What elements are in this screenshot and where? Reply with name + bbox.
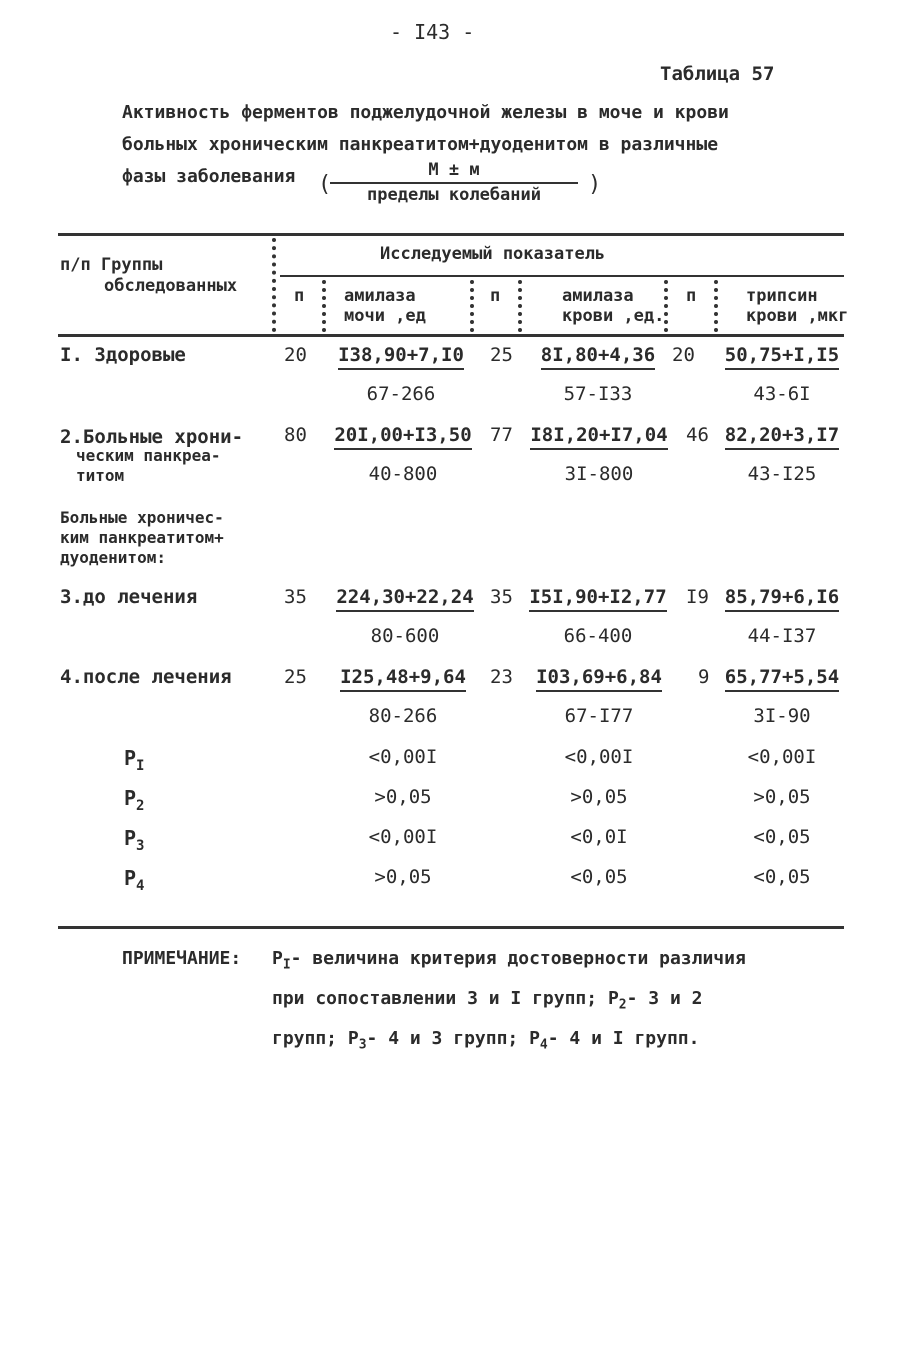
row-value-2: I5I,90+I2,77 bbox=[529, 586, 666, 612]
table-top-rule bbox=[58, 233, 844, 236]
row-range-1: 40-800 bbox=[368, 463, 438, 485]
header-n1: п bbox=[294, 286, 305, 306]
row-value-1: I25,48+9,64 bbox=[340, 666, 466, 692]
row-n2: 35 bbox=[490, 586, 513, 608]
row-n3: 20 bbox=[672, 344, 695, 366]
table-bottom-rule bbox=[58, 926, 844, 929]
row-n2: 23 bbox=[490, 666, 513, 688]
header-separator bbox=[664, 280, 668, 332]
row-label: 4.после лечения bbox=[60, 666, 232, 688]
p-value-3: <0,00I bbox=[747, 746, 817, 768]
p-value-3: >0,05 bbox=[753, 786, 811, 808]
row-range-2: 67-I77 bbox=[564, 705, 634, 727]
row-n2: 25 bbox=[490, 344, 513, 366]
note-line-3: групп; $Р_3-$ 4 и 3 групп; $Р_4-$ 4 и I групп. bbox=[272, 1028, 700, 1053]
row-n3: 46 bbox=[686, 424, 709, 446]
row-range-2: 3I-800 bbox=[564, 463, 634, 485]
p-value-2: <0,00I bbox=[564, 746, 634, 768]
row-value-1: 20I,00+I3,50 bbox=[334, 424, 471, 450]
header-n2: п bbox=[490, 286, 501, 306]
p-value-1: >0,05 bbox=[374, 786, 432, 808]
header-separator bbox=[272, 238, 276, 332]
header-group-col: п/п Группы bbox=[60, 255, 163, 275]
row-label: 2.Больные хрони- bbox=[60, 426, 244, 448]
row-value-3: 50,75+I,I5 bbox=[725, 344, 839, 370]
subgroup-label-line3: дуоденитом: bbox=[60, 548, 166, 567]
header-separator bbox=[518, 280, 522, 332]
row-value-3: 65,77+5,54 bbox=[725, 666, 839, 692]
row-label-line2: ческим панкреа- bbox=[76, 446, 221, 465]
row-n1: 35 bbox=[284, 586, 307, 608]
note-title: ПРИМЕЧАНИЕ: bbox=[122, 948, 242, 969]
page-number: - I43 - bbox=[390, 20, 475, 44]
fraction-numerator: М ± м bbox=[428, 160, 480, 180]
paren-close: ) bbox=[588, 172, 602, 197]
header-separator bbox=[470, 280, 474, 332]
caption-fraction bbox=[330, 160, 578, 205]
p-label: $Р_I$ bbox=[124, 746, 145, 774]
row-range-1: 80-600 bbox=[370, 625, 440, 647]
p-label: $Р_4$ bbox=[124, 866, 145, 894]
header-amylase-urine-unit: мочи ,ед bbox=[344, 306, 426, 326]
row-range-2: 57-I33 bbox=[563, 383, 633, 405]
row-value-2: I8I,20+I7,04 bbox=[530, 424, 667, 450]
note-line-1: $Р_I-$ величина критерия достоверности различия bbox=[272, 948, 746, 973]
row-value-1: I38,90+7,I0 bbox=[338, 344, 464, 370]
row-range-1: 67-266 bbox=[366, 383, 436, 405]
row-value-2: I03,69+6,84 bbox=[536, 666, 662, 692]
row-label: 3.до лечения bbox=[60, 586, 198, 608]
row-range-3: 44-I37 bbox=[747, 625, 817, 647]
row-n1: 25 bbox=[284, 666, 307, 688]
header-trypsin: трипсин bbox=[746, 286, 818, 306]
header-n3: п bbox=[686, 286, 697, 306]
row-label: I. Здоровые bbox=[60, 344, 186, 366]
p-value-2: <0,05 bbox=[570, 866, 628, 888]
row-value-3: 85,79+6,I6 bbox=[725, 586, 839, 612]
row-n3: 9 bbox=[698, 666, 710, 688]
row-label-line3: титом bbox=[76, 466, 125, 485]
caption-line-1: Активность ферментов поджелудочной железы в моче и крови bbox=[122, 102, 729, 123]
p-value-1: >0,05 bbox=[374, 866, 432, 888]
indicator-rule bbox=[280, 275, 844, 277]
row-value-2: 8I,80+4,36 bbox=[541, 344, 655, 370]
p-value-1: <0,00I bbox=[368, 746, 438, 768]
header-trypsin-unit: крови ,мкг bbox=[746, 306, 849, 326]
row-n1: 20 bbox=[284, 344, 307, 366]
fraction-denominator: пределы колебаний bbox=[330, 182, 578, 205]
header-bottom-rule bbox=[58, 334, 844, 337]
header-separator bbox=[714, 280, 718, 332]
row-range-3: 43-6I bbox=[753, 383, 811, 405]
subgroup-label-line2: ким панкреатитом+ bbox=[60, 528, 224, 547]
caption-line-3: фазы заболевания bbox=[122, 166, 296, 187]
p-value-1: <0,00I bbox=[368, 826, 438, 848]
row-range-1: 80-266 bbox=[368, 705, 438, 727]
p-label: $Р_2$ bbox=[124, 786, 145, 814]
p-value-3: <0,05 bbox=[753, 866, 811, 888]
row-range-3: 3I-90 bbox=[753, 705, 811, 727]
row-value-1: 224,30+22,24 bbox=[336, 586, 473, 612]
header-amylase-blood: амилаза bbox=[562, 286, 634, 306]
table-label: Таблица 57 bbox=[660, 63, 775, 85]
p-value-2: <0,0I bbox=[570, 826, 628, 848]
note-line-2: при сопоставлении 3 и I групп; $Р_2-$ 3 и 2 bbox=[272, 988, 703, 1013]
row-n1: 80 bbox=[284, 424, 307, 446]
paren-open: ( bbox=[318, 172, 332, 197]
row-range-3: 43-I25 bbox=[747, 463, 817, 485]
header-amylase-blood-unit: крови ,ед. bbox=[562, 306, 665, 326]
p-value-2: >0,05 bbox=[570, 786, 628, 808]
header-separator bbox=[322, 280, 326, 332]
header-amylase-urine: амилаза bbox=[344, 286, 416, 306]
subgroup-label: Больные хроничес- bbox=[60, 508, 224, 527]
row-value-3: 82,20+3,I7 bbox=[725, 424, 839, 450]
row-n2: 77 bbox=[490, 424, 513, 446]
row-range-2: 66-400 bbox=[563, 625, 633, 647]
caption-line-2: больных хроническим панкреатитом+дуоденитом в различные bbox=[122, 134, 719, 155]
header-group-col-line2: обследованных bbox=[104, 276, 238, 296]
header-indicator: Исследуемый показатель bbox=[380, 244, 606, 264]
row-n3: I9 bbox=[686, 586, 709, 608]
p-label: $Р_3$ bbox=[124, 826, 145, 854]
p-value-3: <0,05 bbox=[753, 826, 811, 848]
